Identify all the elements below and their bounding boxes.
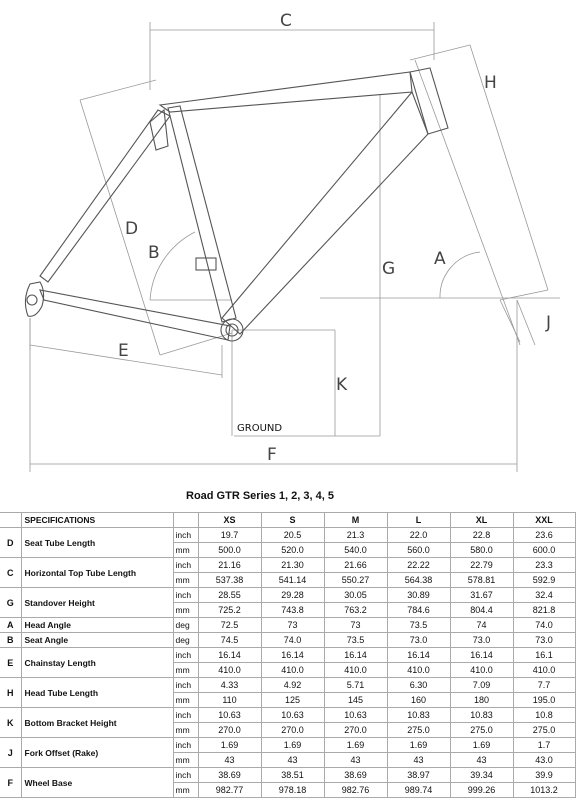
spec-value: 1.69 — [324, 738, 387, 753]
spec-value: 73.0 — [387, 633, 450, 648]
spec-unit: inch — [173, 678, 198, 693]
spec-value: 725.2 — [198, 603, 261, 618]
spec-value: 145 — [324, 693, 387, 708]
spec-value: 978.18 — [261, 783, 324, 798]
spec-unit: inch — [173, 708, 198, 723]
spec-unit: inch — [173, 558, 198, 573]
specifications-table — [0, 512, 576, 798]
spec-value: 500.0 — [198, 543, 261, 558]
specifications-header: SPECIFICATIONS — [21, 513, 173, 528]
spec-value: 39.34 — [450, 768, 513, 783]
spec-value: 1.69 — [450, 738, 513, 753]
spec-value: 73 — [324, 618, 387, 633]
spec-name: Head Angle — [21, 618, 173, 633]
spec-value: 74.5 — [198, 633, 261, 648]
spec-value: 540.0 — [324, 543, 387, 558]
spec-value: 580.0 — [450, 543, 513, 558]
spec-code: A — [0, 618, 21, 633]
spec-name: Standover Height — [21, 588, 173, 618]
spec-value: 275.0 — [450, 723, 513, 738]
table-row — [0, 738, 575, 753]
spec-value: 982.77 — [198, 783, 261, 798]
table-row — [0, 768, 575, 783]
unit-header-blank — [173, 513, 198, 528]
spec-value: 982.76 — [324, 783, 387, 798]
spec-value: 999.26 — [450, 783, 513, 798]
table-row — [0, 648, 575, 663]
spec-value: 270.0 — [324, 723, 387, 738]
spec-value: 22.79 — [450, 558, 513, 573]
spec-name: Chainstay Length — [21, 648, 173, 678]
spec-unit: mm — [173, 663, 198, 678]
spec-value: 180 — [450, 693, 513, 708]
spec-value: 10.8 — [513, 708, 575, 723]
spec-unit: deg — [173, 633, 198, 648]
spec-code: G — [0, 588, 21, 618]
size-header: L — [387, 513, 450, 528]
size-header: S — [261, 513, 324, 528]
size-header: XL — [450, 513, 513, 528]
dim-label-a: A — [434, 249, 446, 269]
spec-value: 21.16 — [198, 558, 261, 573]
spec-unit: mm — [173, 543, 198, 558]
spec-value: 410.0 — [324, 663, 387, 678]
spec-value: 43.0 — [513, 753, 575, 768]
dim-label-c: C — [280, 11, 292, 31]
spec-value: 73.0 — [513, 633, 575, 648]
spec-value: 10.63 — [261, 708, 324, 723]
spec-value: 560.0 — [387, 543, 450, 558]
spec-value: 743.8 — [261, 603, 324, 618]
spec-value: 21.3 — [324, 528, 387, 543]
spec-value: 537.38 — [198, 573, 261, 588]
table-header-row — [0, 513, 575, 528]
spec-value: 16.14 — [198, 648, 261, 663]
spec-value: 16.14 — [324, 648, 387, 663]
spec-value: 74.0 — [261, 633, 324, 648]
table-row — [0, 588, 575, 603]
spec-value: 38.51 — [261, 768, 324, 783]
spec-unit: mm — [173, 753, 198, 768]
spec-name: Seat Tube Length — [21, 528, 173, 558]
spec-value: 541.14 — [261, 573, 324, 588]
dim-label-e: E — [118, 341, 129, 361]
spec-value: 1013.2 — [513, 783, 575, 798]
spec-value: 16.14 — [261, 648, 324, 663]
dim-label-d: D — [125, 219, 139, 239]
spec-value: 1.7 — [513, 738, 575, 753]
spec-value: 270.0 — [198, 723, 261, 738]
spec-value: 564.38 — [387, 573, 450, 588]
size-header: XXL — [513, 513, 575, 528]
spec-value: 410.0 — [198, 663, 261, 678]
spec-code: D — [0, 528, 21, 558]
spec-unit: inch — [173, 768, 198, 783]
spec-value: 31.67 — [450, 588, 513, 603]
spec-value: 578.81 — [450, 573, 513, 588]
spec-value: 410.0 — [450, 663, 513, 678]
spec-value: 43 — [324, 753, 387, 768]
dim-label-k: K — [336, 375, 348, 395]
spec-unit: inch — [173, 528, 198, 543]
spec-value: 72.5 — [198, 618, 261, 633]
spec-value: 73 — [261, 618, 324, 633]
spec-value: 989.74 — [387, 783, 450, 798]
dim-label-j: J — [546, 313, 552, 333]
spec-value: 821.8 — [513, 603, 575, 618]
table-row — [0, 678, 575, 693]
spec-name: Bottom Bracket Height — [21, 708, 173, 738]
spec-name: Wheel Base — [21, 768, 173, 798]
spec-code: K — [0, 708, 21, 738]
dim-label-f: F — [267, 445, 277, 465]
spec-value: 410.0 — [387, 663, 450, 678]
table-row — [0, 618, 575, 633]
header-blank — [0, 513, 21, 528]
spec-value: 29.28 — [261, 588, 324, 603]
table-title: Road GTR Series 1, 2, 3, 4, 5 — [186, 490, 334, 502]
spec-code: C — [0, 558, 21, 588]
spec-value: 195.0 — [513, 693, 575, 708]
spec-value: 592.9 — [513, 573, 575, 588]
spec-value: 270.0 — [261, 723, 324, 738]
spec-value: 125 — [261, 693, 324, 708]
spec-value: 38.69 — [324, 768, 387, 783]
spec-value: 275.0 — [387, 723, 450, 738]
spec-value: 16.1 — [513, 648, 575, 663]
spec-value: 10.63 — [198, 708, 261, 723]
spec-value: 1.69 — [261, 738, 324, 753]
spec-value: 73.0 — [450, 633, 513, 648]
spec-value: 10.83 — [387, 708, 450, 723]
spec-value: 763.2 — [324, 603, 387, 618]
spec-unit: mm — [173, 573, 198, 588]
spec-value: 74 — [450, 618, 513, 633]
table-row — [0, 558, 575, 573]
spec-value: 7.09 — [450, 678, 513, 693]
spec-value: 43 — [261, 753, 324, 768]
spec-value: 4.92 — [261, 678, 324, 693]
spec-value: 1.69 — [387, 738, 450, 753]
spec-value: 5.71 — [324, 678, 387, 693]
spec-code: E — [0, 648, 21, 678]
spec-value: 1.69 — [198, 738, 261, 753]
spec-value: 410.0 — [513, 663, 575, 678]
spec-value: 4.33 — [198, 678, 261, 693]
spec-name: Seat Angle — [21, 633, 173, 648]
spec-unit: mm — [173, 723, 198, 738]
spec-value: 16.14 — [450, 648, 513, 663]
spec-value: 43 — [387, 753, 450, 768]
spec-name: Horizontal Top Tube Length — [21, 558, 173, 588]
dim-label-h: H — [484, 73, 497, 93]
spec-value: 30.05 — [324, 588, 387, 603]
spec-value: 20.5 — [261, 528, 324, 543]
spec-unit: inch — [173, 738, 198, 753]
spec-value: 6.30 — [387, 678, 450, 693]
spec-name: Head Tube Length — [21, 678, 173, 708]
ground-label: GROUND — [237, 423, 283, 434]
spec-unit: mm — [173, 603, 198, 618]
spec-value: 23.6 — [513, 528, 575, 543]
spec-value: 19.7 — [198, 528, 261, 543]
size-header: M — [324, 513, 387, 528]
spec-value: 38.97 — [387, 768, 450, 783]
spec-value: 30.89 — [387, 588, 450, 603]
spec-code: B — [0, 633, 21, 648]
spec-value: 160 — [387, 693, 450, 708]
spec-code: H — [0, 678, 21, 708]
spec-value: 22.0 — [387, 528, 450, 543]
spec-value: 43 — [198, 753, 261, 768]
spec-value: 38.69 — [198, 768, 261, 783]
spec-value: 7.7 — [513, 678, 575, 693]
spec-unit: mm — [173, 783, 198, 798]
size-header: XS — [198, 513, 261, 528]
spec-unit: mm — [173, 693, 198, 708]
spec-code: J — [0, 738, 21, 768]
spec-value: 520.0 — [261, 543, 324, 558]
dim-label-g: G — [382, 259, 396, 279]
table-row — [0, 708, 575, 723]
table-row — [0, 528, 575, 543]
spec-value: 784.6 — [387, 603, 450, 618]
spec-value: 32.4 — [513, 588, 575, 603]
spec-value: 73.5 — [387, 618, 450, 633]
spec-value: 21.66 — [324, 558, 387, 573]
spec-value: 22.8 — [450, 528, 513, 543]
spec-code: F — [0, 768, 21, 798]
spec-unit: inch — [173, 588, 198, 603]
spec-value: 23.3 — [513, 558, 575, 573]
spec-name: Fork Offset (Rake) — [21, 738, 173, 768]
dim-label-b: B — [148, 243, 160, 263]
spec-value: 110 — [198, 693, 261, 708]
spec-unit: inch — [173, 648, 198, 663]
spec-value: 39.9 — [513, 768, 575, 783]
spec-value: 21.30 — [261, 558, 324, 573]
spec-value: 10.63 — [324, 708, 387, 723]
spec-value: 74.0 — [513, 618, 575, 633]
spec-value: 16.14 — [387, 648, 450, 663]
spec-value: 410.0 — [261, 663, 324, 678]
spec-value: 22.22 — [387, 558, 450, 573]
spec-value: 10.83 — [450, 708, 513, 723]
spec-unit: deg — [173, 618, 198, 633]
spec-value: 43 — [450, 753, 513, 768]
spec-value: 550.27 — [324, 573, 387, 588]
specifications-body — [0, 513, 575, 798]
spec-value: 73.5 — [324, 633, 387, 648]
spec-value: 28.55 — [198, 588, 261, 603]
table-row — [0, 633, 575, 648]
spec-value: 804.4 — [450, 603, 513, 618]
spec-value: 600.0 — [513, 543, 575, 558]
spec-value: 275.0 — [513, 723, 575, 738]
